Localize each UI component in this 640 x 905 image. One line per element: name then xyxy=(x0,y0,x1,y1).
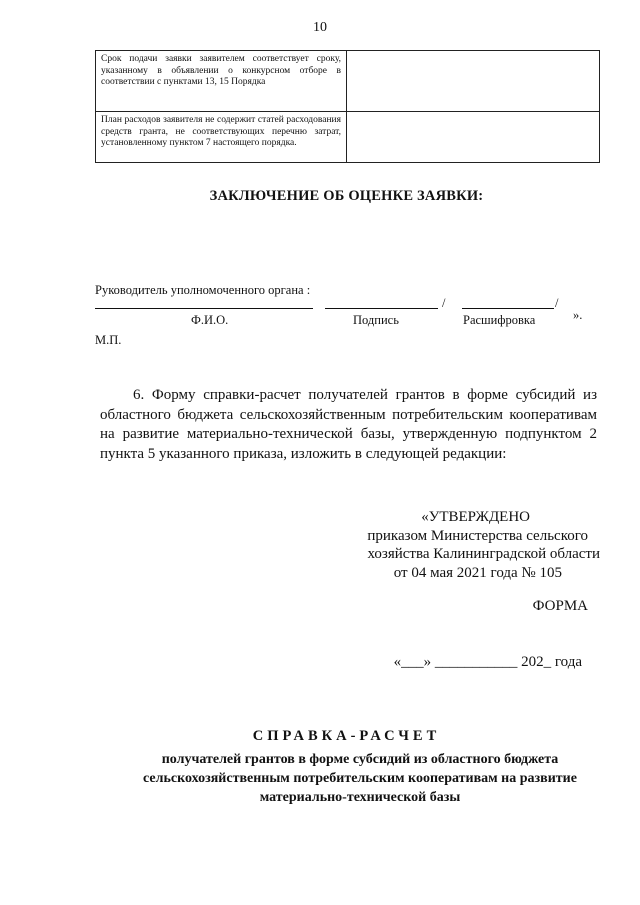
score-cell xyxy=(347,112,600,163)
paragraph-6: 6. Форму справки-расчет получателей грантов в форме субсидий из областного бюджета сельскохозяйственным потребительским кооперативам на развитие материально-технической базы, утвержденную подпунктом 2 пункта 5 указанного приказа, изложить в следующей редакции: xyxy=(100,387,597,462)
fio-caption: Ф.И.О. xyxy=(191,313,229,327)
approved-line: «УТВЕРЖДЕНО xyxy=(421,509,530,525)
signature-block xyxy=(95,296,605,336)
page-number: 10 xyxy=(313,20,327,35)
slash: / xyxy=(555,296,559,310)
table-row xyxy=(96,112,600,163)
slash: / xyxy=(442,296,446,310)
signature-line xyxy=(325,308,438,309)
approval-block xyxy=(300,508,600,582)
closing-quote: ». xyxy=(573,308,583,322)
head-label: Руководитель уполномоченного органа : xyxy=(95,283,311,297)
table-row xyxy=(96,51,600,112)
approval-line: от 04 мая 2021 года № 105 xyxy=(393,564,562,581)
criteria-table xyxy=(95,50,600,163)
signature-caption: Подпись xyxy=(353,313,399,327)
stamp-label: М.П. xyxy=(95,333,122,347)
fio-line xyxy=(95,308,313,309)
decoding-caption: Расшифровка xyxy=(463,313,536,327)
conclusion-title: ЗАКЛЮЧЕНИЕ ОБ ОЦЕНКЕ ЗАЯВКИ: xyxy=(209,188,484,204)
reference-subtitle: получателей грантов в форме субсидий из областного бюджета сельскохозяйственным потребительским кооперативам на развитие материально-технической базы xyxy=(143,752,577,805)
form-label: ФОРМА xyxy=(532,598,588,614)
criterion-cell: Срок подачи заявки заявителем соответствует сроку, указанному в объявлении о конкурсном отборе в соответствии с пунктами 13, 15 Порядка xyxy=(96,51,347,112)
criterion-cell: План расходов заявителя не содержит статей расходования средств гранта, не соответствующих перечню затрат, установленному пунктом 7 настоящего порядка. xyxy=(96,112,347,163)
approval-line: приказом Министерства сельского xyxy=(367,527,588,544)
reference-title: СПРАВКА-РАСЧЕТ xyxy=(252,728,441,744)
decoding-line xyxy=(462,308,554,309)
date-line: «___» ___________ 202_ года xyxy=(393,654,582,670)
approval-line: хозяйства Калининградской области xyxy=(367,546,600,562)
score-cell xyxy=(347,51,600,112)
